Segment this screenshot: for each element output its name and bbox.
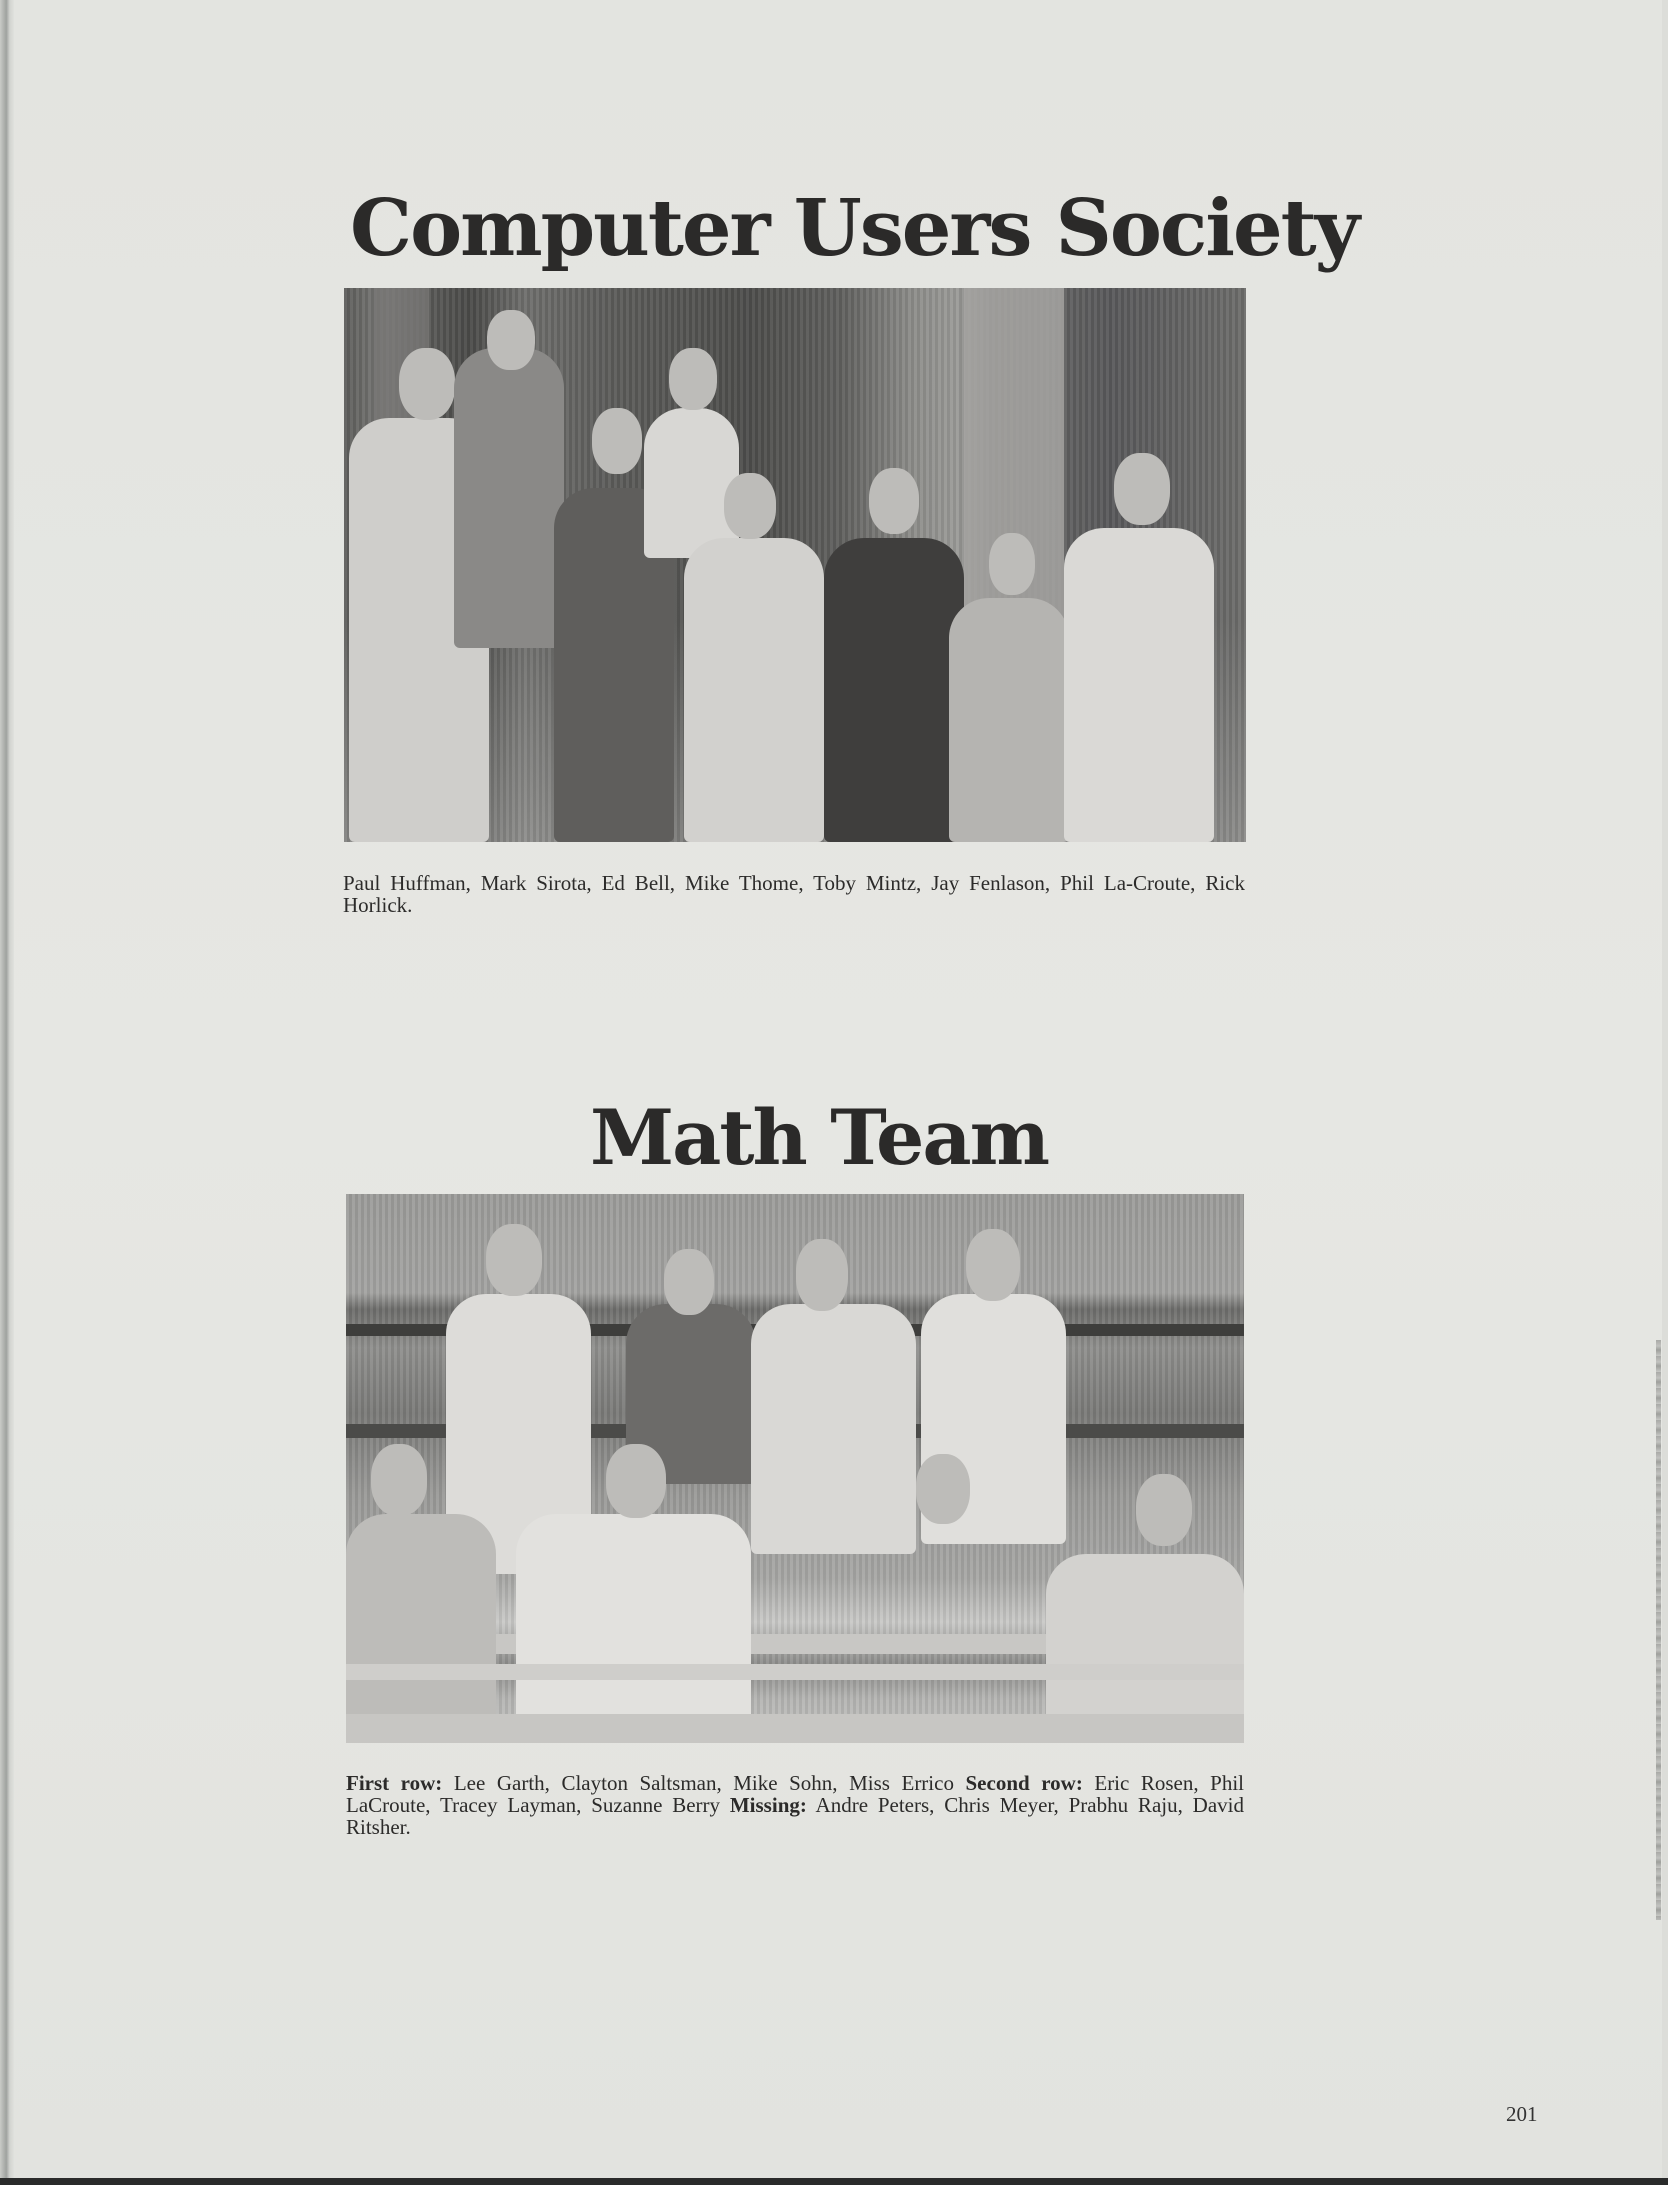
person-face [916,1454,970,1524]
page-binding-edge [0,0,14,2178]
person-face [724,473,776,539]
person-figure [346,1514,496,1743]
page-edge-marks [1656,1340,1661,1920]
page-number: 201 [1506,2102,1538,2126]
missing-names: Andre Peters, Chris Meyer, Prabhu Raju, David Ritsher. [346,1793,1244,1839]
person-face [664,1249,714,1315]
person-face [1114,453,1170,525]
math-team-caption [346,1772,1244,1838]
desk-front [346,1714,1244,1743]
person-figure [1064,528,1214,842]
person-face [989,533,1035,595]
page-right-edge [1662,0,1668,2178]
person-figure [684,538,824,842]
computer-users-society-caption: Paul Huffman, Mark Sirota, Ed Bell, Mike Thome, Toby Mintz, Jay Fenlason, Phil La-Croute, Rick Horlick. [343,871,1245,917]
first-row-label: First row: [346,1771,443,1795]
person-face [669,348,717,410]
second-row-label: Second row: [965,1771,1083,1795]
desk-rail [346,1664,1244,1680]
person-figure [856,1514,1036,1743]
section-title-math-team: Math Team [590,1093,1049,1182]
person-figure [454,348,564,648]
person-figure [516,1514,751,1743]
section-title-computer-users-society: Computer Users Society [350,183,1358,274]
person-face [486,1224,542,1296]
person-figure [824,538,964,842]
person-face [966,1229,1020,1301]
person-face [592,408,642,474]
scan-bottom-border [0,2178,1668,2185]
person-face [606,1444,666,1518]
person-face [399,348,455,420]
first-row-names: Lee Garth, Clayton Saltsman, Mike Sohn, Miss Errico [442,1771,966,1795]
second-row-names: Eric Rosen, Phil LaCroute, Tracey Layman, Suzanne Berry [346,1771,1245,1817]
person-face [487,310,535,370]
missing-label: Missing: [729,1793,807,1817]
person-face [796,1239,848,1311]
person-figure [949,598,1069,842]
person-face [869,468,919,534]
person-figure [644,408,739,558]
person-face [371,1444,427,1516]
person-face [1136,1474,1192,1546]
math-team-photo [346,1194,1244,1743]
computer-users-society-photo [344,288,1246,842]
